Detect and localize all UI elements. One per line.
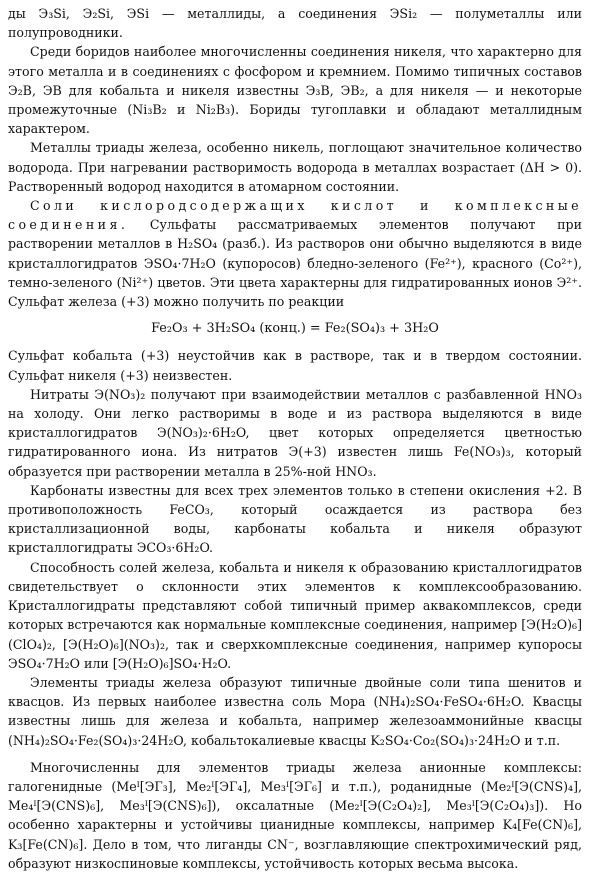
paragraph-hydrogen: Металлы триады железа, особенно никель, поглощают значительное количество водорода. При нагревании растворимость водорода в металлах возрастает (ΔH > 0). Растворенный водород находится в атомарном состоянии. xyxy=(8,140,582,194)
paragraph-sulfates xyxy=(8,196,582,311)
sulfates-text: Сульфаты рассматриваемых элементов получают при растворении металлов в H₂SO₄ (разб.). Из растворов они обычно выделяются в виде кристаллогидратов ЭSO₄·7H₂O (купоросов) бледно-зеленого (Fe²⁺), красного (Co²⁺), темно-зеленого (Ni²⁺) цветов. Эти цвета характерны для гидратированных ионов Э²⁺. Сульфат железа (+3) можно получить по реакции xyxy=(8,217,582,310)
paragraph-borides: Среди боридов наиболее многочисленны соединения никеля, что характерно для этого металла и в соединениях с фосфором и кремнием. Помимо типичных составов Э₂B, ЭB для кобальта и никеля известны Э₃B, ЭB₂, а для никеля — и некоторые промежуточные (Ni₃B₂ и Ni₂B₃). Бориды тугоплавки и обладают металлидным характером. xyxy=(8,44,582,137)
paragraph-silicides: ды Э₃Si, Э₂Si, ЭSi — металлиды, а соединения ЭSi₂ — полуметаллы или полупроводники. xyxy=(8,6,582,41)
paragraph-double-salts: Элементы триады железа образуют типичные двойные соли типа шенитов и квасцов. Из первых наиболее известна соль Мора (NH₄)₂SO₄·FeSO₄·6H₂O. Квасцы известны лишь для железа и кобальта, например железоаммонийные квасцы (NH₄)₂SO₄·Fe₂(SO₄)₃·24H₂O, кобальтокалиевые квасцы K₂SO₄·Co₂(SO₄)₃·24H₂O и т.п. xyxy=(8,674,582,748)
paragraph-nitrates: Нитраты Э(NO₃)₂ получают при взаимодействии металлов с разбавленной HNO₃ на холоду. Они легко растворимы в воде и из раствора выделяются в виде кристаллогидратов Э(NO₃)₂·6H₂O, цвет которых определяется цветностью гидратированного иона. Из нитратов Э(+3) известен лишь Fe(NO₃)₃, который образуется при растворении металла в 25%-ной HNO₃. xyxy=(8,386,582,479)
paragraph-cobalt-sulfate: Сульфат кобальта (+3) неустойчив как в растворе, так и в твердом состоянии. Сульфат никеля (+3) неизвестен. xyxy=(8,348,582,383)
section-heading: Соли кислородсодержащих кислот и комплексные соединения. xyxy=(8,198,582,233)
paragraph-anionic-complexes: Многочисленны для элементов триады железа анионные комплексы: галогенидные (Meᴵ[ЭГ₃], Me₂ᴵ[ЭГ₄], Me₃ᴵ[ЭГ₆] и т.п.), роданидные (Me₂ᴵ[Э(CNS)₄], Me₄ᴵ[Э(CNS)₆], Me₃ᴵ[Э(CNS)₆]), оксалатные (Me₂ᴵ[Э(C₂O₄)₂], Me₃ᴵ[Э(C₂O₄)₃]). Но особенно характерны и устойчивы цианидные комплексы, например K₄[Fe(CN)₆], K₃[Fe(CN)₆]. Дело в том, что лиганды CN⁻, возглавляющие спектрохимический ряд, образуют низкоспиновые комплексы, устойчивость которых весьма высока. xyxy=(8,759,582,871)
paragraph-carbonates: Карбонаты известны для всех трех элементов только в степени окисления +2. В противоположность FeCO₃, который осаждается из раствора без кристаллизационной воды, карбонаты кобальта и никеля образуют кристаллогидраты ЭCO₃·6H₂O. xyxy=(8,482,582,556)
paragraph-crystal-hydrates: Способность солей железа, кобальта и никеля к образованию кристаллогидратов свидетельствует о склонности этих элементов к комплексообразованию. Кристаллогидраты представляют собой типичный пример аквакомплексов, среди которых встречаются как нормальные комплексные соединения, например [Э(H₂O)₆](ClO₄)₂, [Э(H₂O)₆](NO₃)₂, так и сверхкомплексные соединения, например купоросы ЭSO₄·7H₂O или [Э(H₂O)₆]SO₄·H₂O. xyxy=(8,559,582,671)
reaction-formula: Fe₂O₃ + 3H₂SO₄ (конц.) = Fe₂(SO₄)₃ + 3H₂O xyxy=(151,321,439,337)
